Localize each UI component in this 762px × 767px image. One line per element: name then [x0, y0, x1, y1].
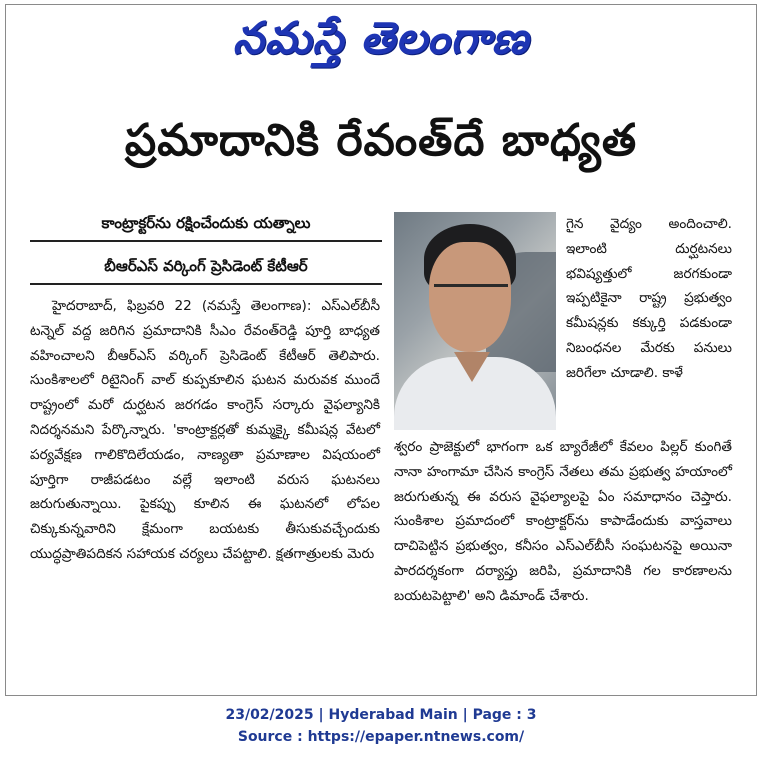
footer-source: Source : https://epaper.ntnews.com/: [237, 729, 525, 745]
article-body-right: [566, 212, 732, 386]
divider-2: [30, 283, 382, 285]
masthead-logo: నమస్తే తెలంగాణ: [232, 13, 530, 64]
subheading-2: బీఆర్‌ఎస్ వర్కింగ్ ప్రెసిడెంట్ కేటీఆర్: [104, 257, 308, 275]
article-body-bottom: [394, 435, 732, 609]
article-body-left: [30, 294, 380, 567]
article-paragraph-bottom: శ్వరం ప్రాజెక్టులో భాగంగా ఒక బ్యారేజీలో కేవలం పిల్లర్ కుంగితే నానా హంగామా చేసిన కాంగ్రెస్ నేతలు తమ ప్రభుత్వ హయాంలో జరుగుతున్న ఈ వరుస వైఫల్యాలపై ఏం సమాధానం చెప్తారు. సుంకిశాల ప్రమాదంలో కాంట్రాక్టర్‌ను కాపాడేందుకు వాస్తవాలు దాచిపెట్టిన ప్రభుత్వం, కనీసం ఎస్‌ఎల్‌బీసీ సంఘటనపై అయినా పారదర్శకంగా దర్యాప్తు జరిపి, ప్రమాదానికి గల కారణాలను బయటపెట్టాలి' అని డిమాండ్ చేశారు.: [394, 439, 732, 604]
footer-date-edition: 23/02/2025 | Hyderabad Main | Page : 3: [225, 707, 537, 723]
subheading-1: కాంట్రాక్టర్‌ను రక్షించేందుకు యత్నాలు: [101, 214, 311, 232]
headline: ప్రమాదానికి రేవంత్‌దే బాధ్యత: [124, 115, 638, 166]
article-paragraph-left: హైదరాబాద్, ఫిబ్రవరి 22 (నమస్తే తెలంగాణ): ఎస్‌ఎల్‌బీసీ టన్నెల్ వద్ద జరిగిన ప్రమాదానికి సీఎం రేవంత్‌రెడ్డి పూర్తి బాధ్యత వహించాలని బీఆర్‌ఎస్ వర్కింగ్ ప్రెసిడెంట్ కేటీఆర్ తెలిపారు. సుంకిశాలలో రిటైనింగ్ వాల్ కుప్పకూలిన ఘటన మరువక ముందే రాష్ట్రంలో మరో దుర్ఘటన జరగడం కాంగ్రెస్ సర్కారు వైఫల్యానికి నిదర్శనమని పేర్కొన్నారు. 'కాంట్రాక్టర్లతో కుమ్మక్కై కమీషన్ల వేటలో పర్యవేక్షణ గాలికొదిలేయడం, నాణ్యతా ప్రమాణాల విషయంలో పూర్తిగా రాజీపడటం వల్లే ఇలాంటి వరుస ఘటనలు జరుగుతున్నాయి. పైకప్పు కూలిన ఈ ఘటనలో లోపల చిక్కుకున్నవారిని క్షేమంగా బయటకు తీసుకువచ్చేందుకు యుద్ధప్రాతిపదికన సహాయక చర్యలు చేపట్టాలి. క్షతగాత్రులకు మెరు: [30, 298, 380, 562]
ktr-photo: [394, 212, 556, 430]
article-paragraph-right: గైన వైద్యం అందించాలి. ఇలాంటి దుర్ఘటనలు భవిష్యత్తులో జరగకుండా ఇప్పటికైనా రాష్ట్ర ప్రభుత్వం కమీషన్లకు కక్కుర్తి పడకుండా నిబంధనల మేరకు పనులు జరిగేలా చూడాలి. కాళే: [566, 216, 732, 381]
photo-glasses: [434, 284, 508, 305]
divider-1: [30, 240, 382, 242]
